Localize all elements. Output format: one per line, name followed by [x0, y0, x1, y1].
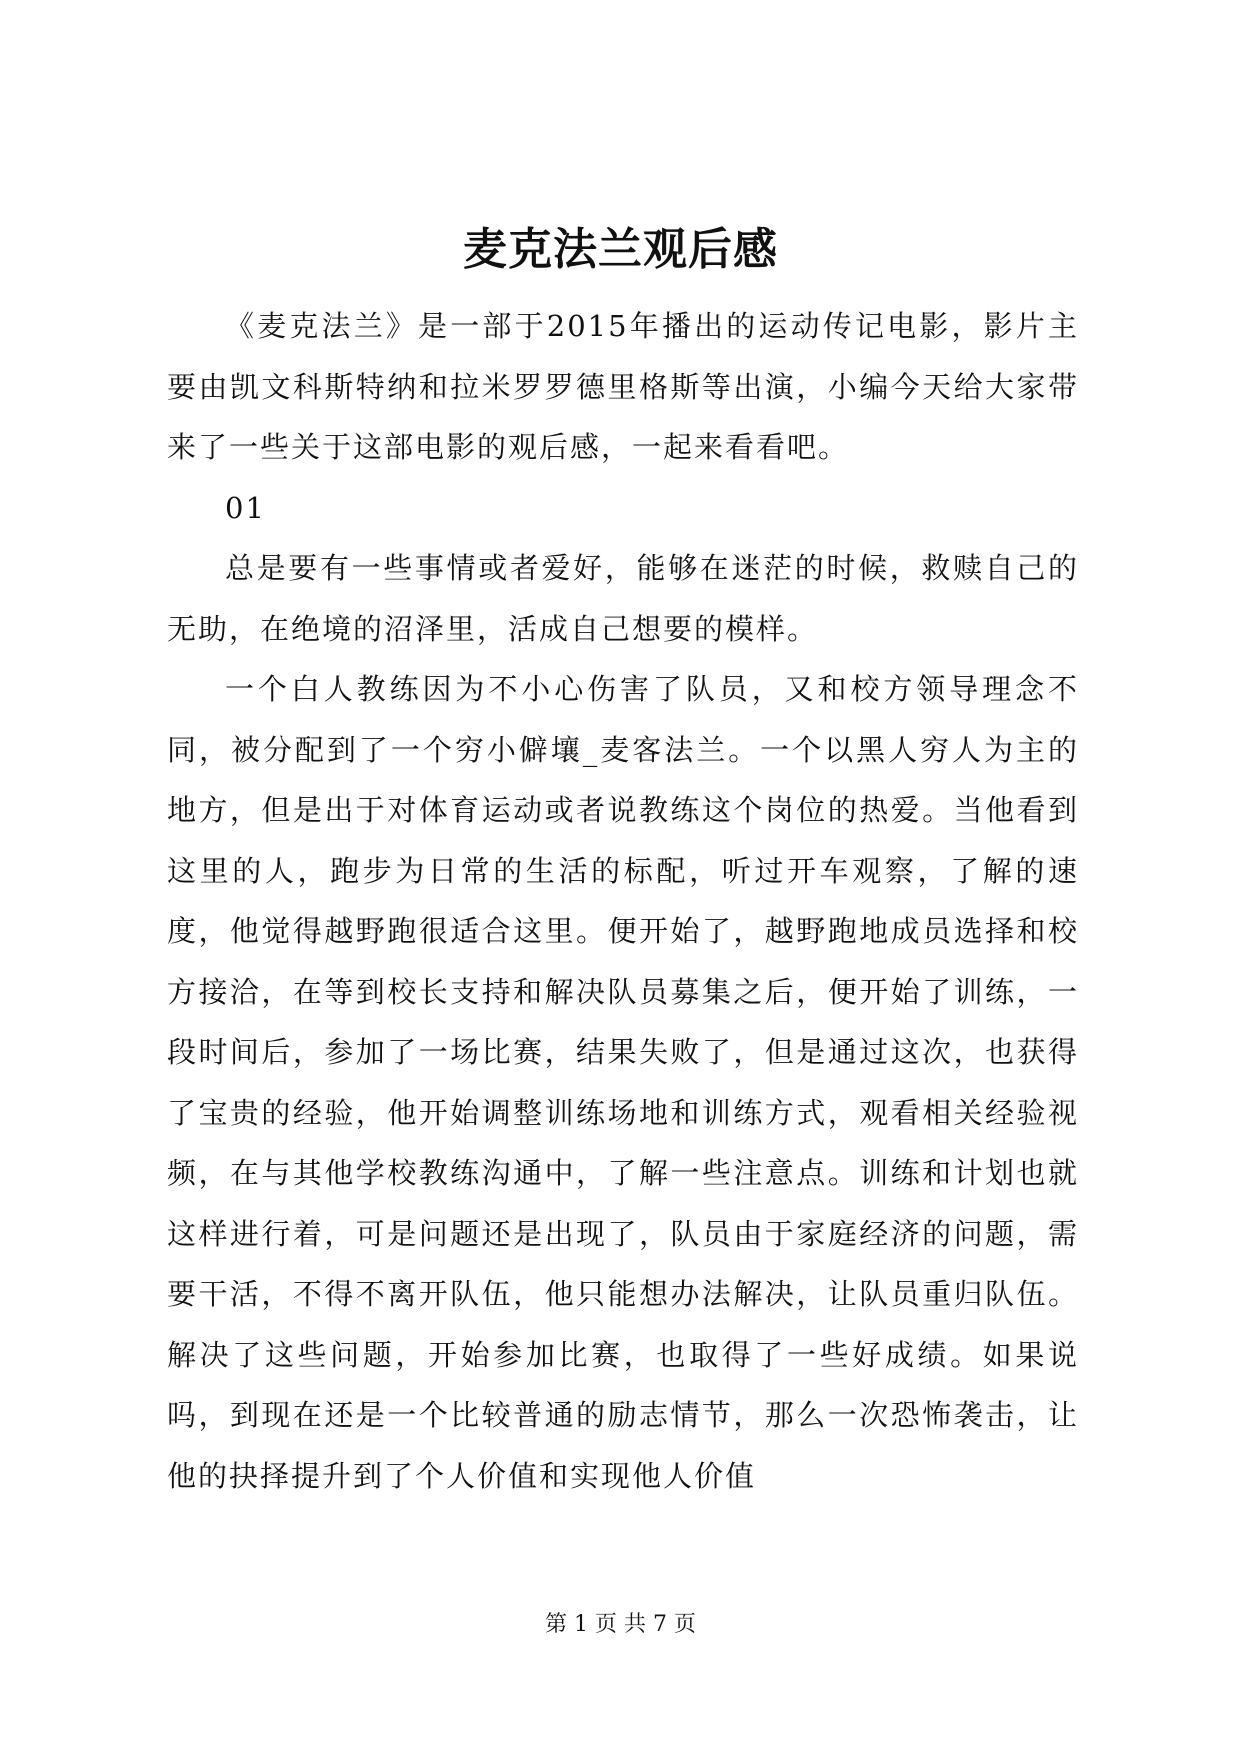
paragraph-reflection: 总是要有一些事情或者爱好，能够在迷茫的时候，救赎自己的无助，在绝境的沼泽里，活成自己想要的模样。 — [167, 551, 1079, 646]
section-number: 01 — [225, 490, 266, 525]
paragraph-intro: 《麦克法兰》是一部于2015年播出的运动传记电影，影片主要由凯文科斯特纳和拉米罗罗德里格斯等出演，小编今天给大家带来了一些关于这部电影的观后感，一起来看看吧。 — [167, 309, 1079, 464]
page-footer: 第 1 页 共 7 页 — [545, 1612, 696, 1637]
document-body — [167, 296, 1079, 1506]
page-title: 麦克法兰观后感 — [463, 224, 778, 275]
paragraph-story: 一个白人教练因为不小心伤害了队员，又和校方领导理念不同，被分配到了一个穷小僻壤_麦客法兰。一个以黑人穷人为主的地方，但是出于对体育运动或者说教练这个岗位的热爱。当他看到这里的人，跑步为日常的生活的标配，听过开车观察，了解的速度，他觉得越野跑很适合这里。便开始了，越野跑地成员选择和校方接洽，在等到校长支持和解决队员募集之后，便开始了训练，一段时间后，参加了一场比赛，结果失败了，但是通过这次，也获得了宝贵的经验，他开始调整训练场地和训练方式，观看相关经验视频，在与其他学校教练沟通中，了解一些注意点。训练和计划也就这样进行着，可是问题还是出现了，队员由于家庭经济的问题，需要干活，不得不离开队伍，他只能想办法解决，让队员重归队伍。解决了这些问题，开始参加比赛，也取得了一些好成绩。如果说吗，到现在还是一个比较普通的励志情节，那么一次恐怖袭击，让他的抉择提升到了个人价值和实现他人价值 — [167, 672, 1079, 1493]
